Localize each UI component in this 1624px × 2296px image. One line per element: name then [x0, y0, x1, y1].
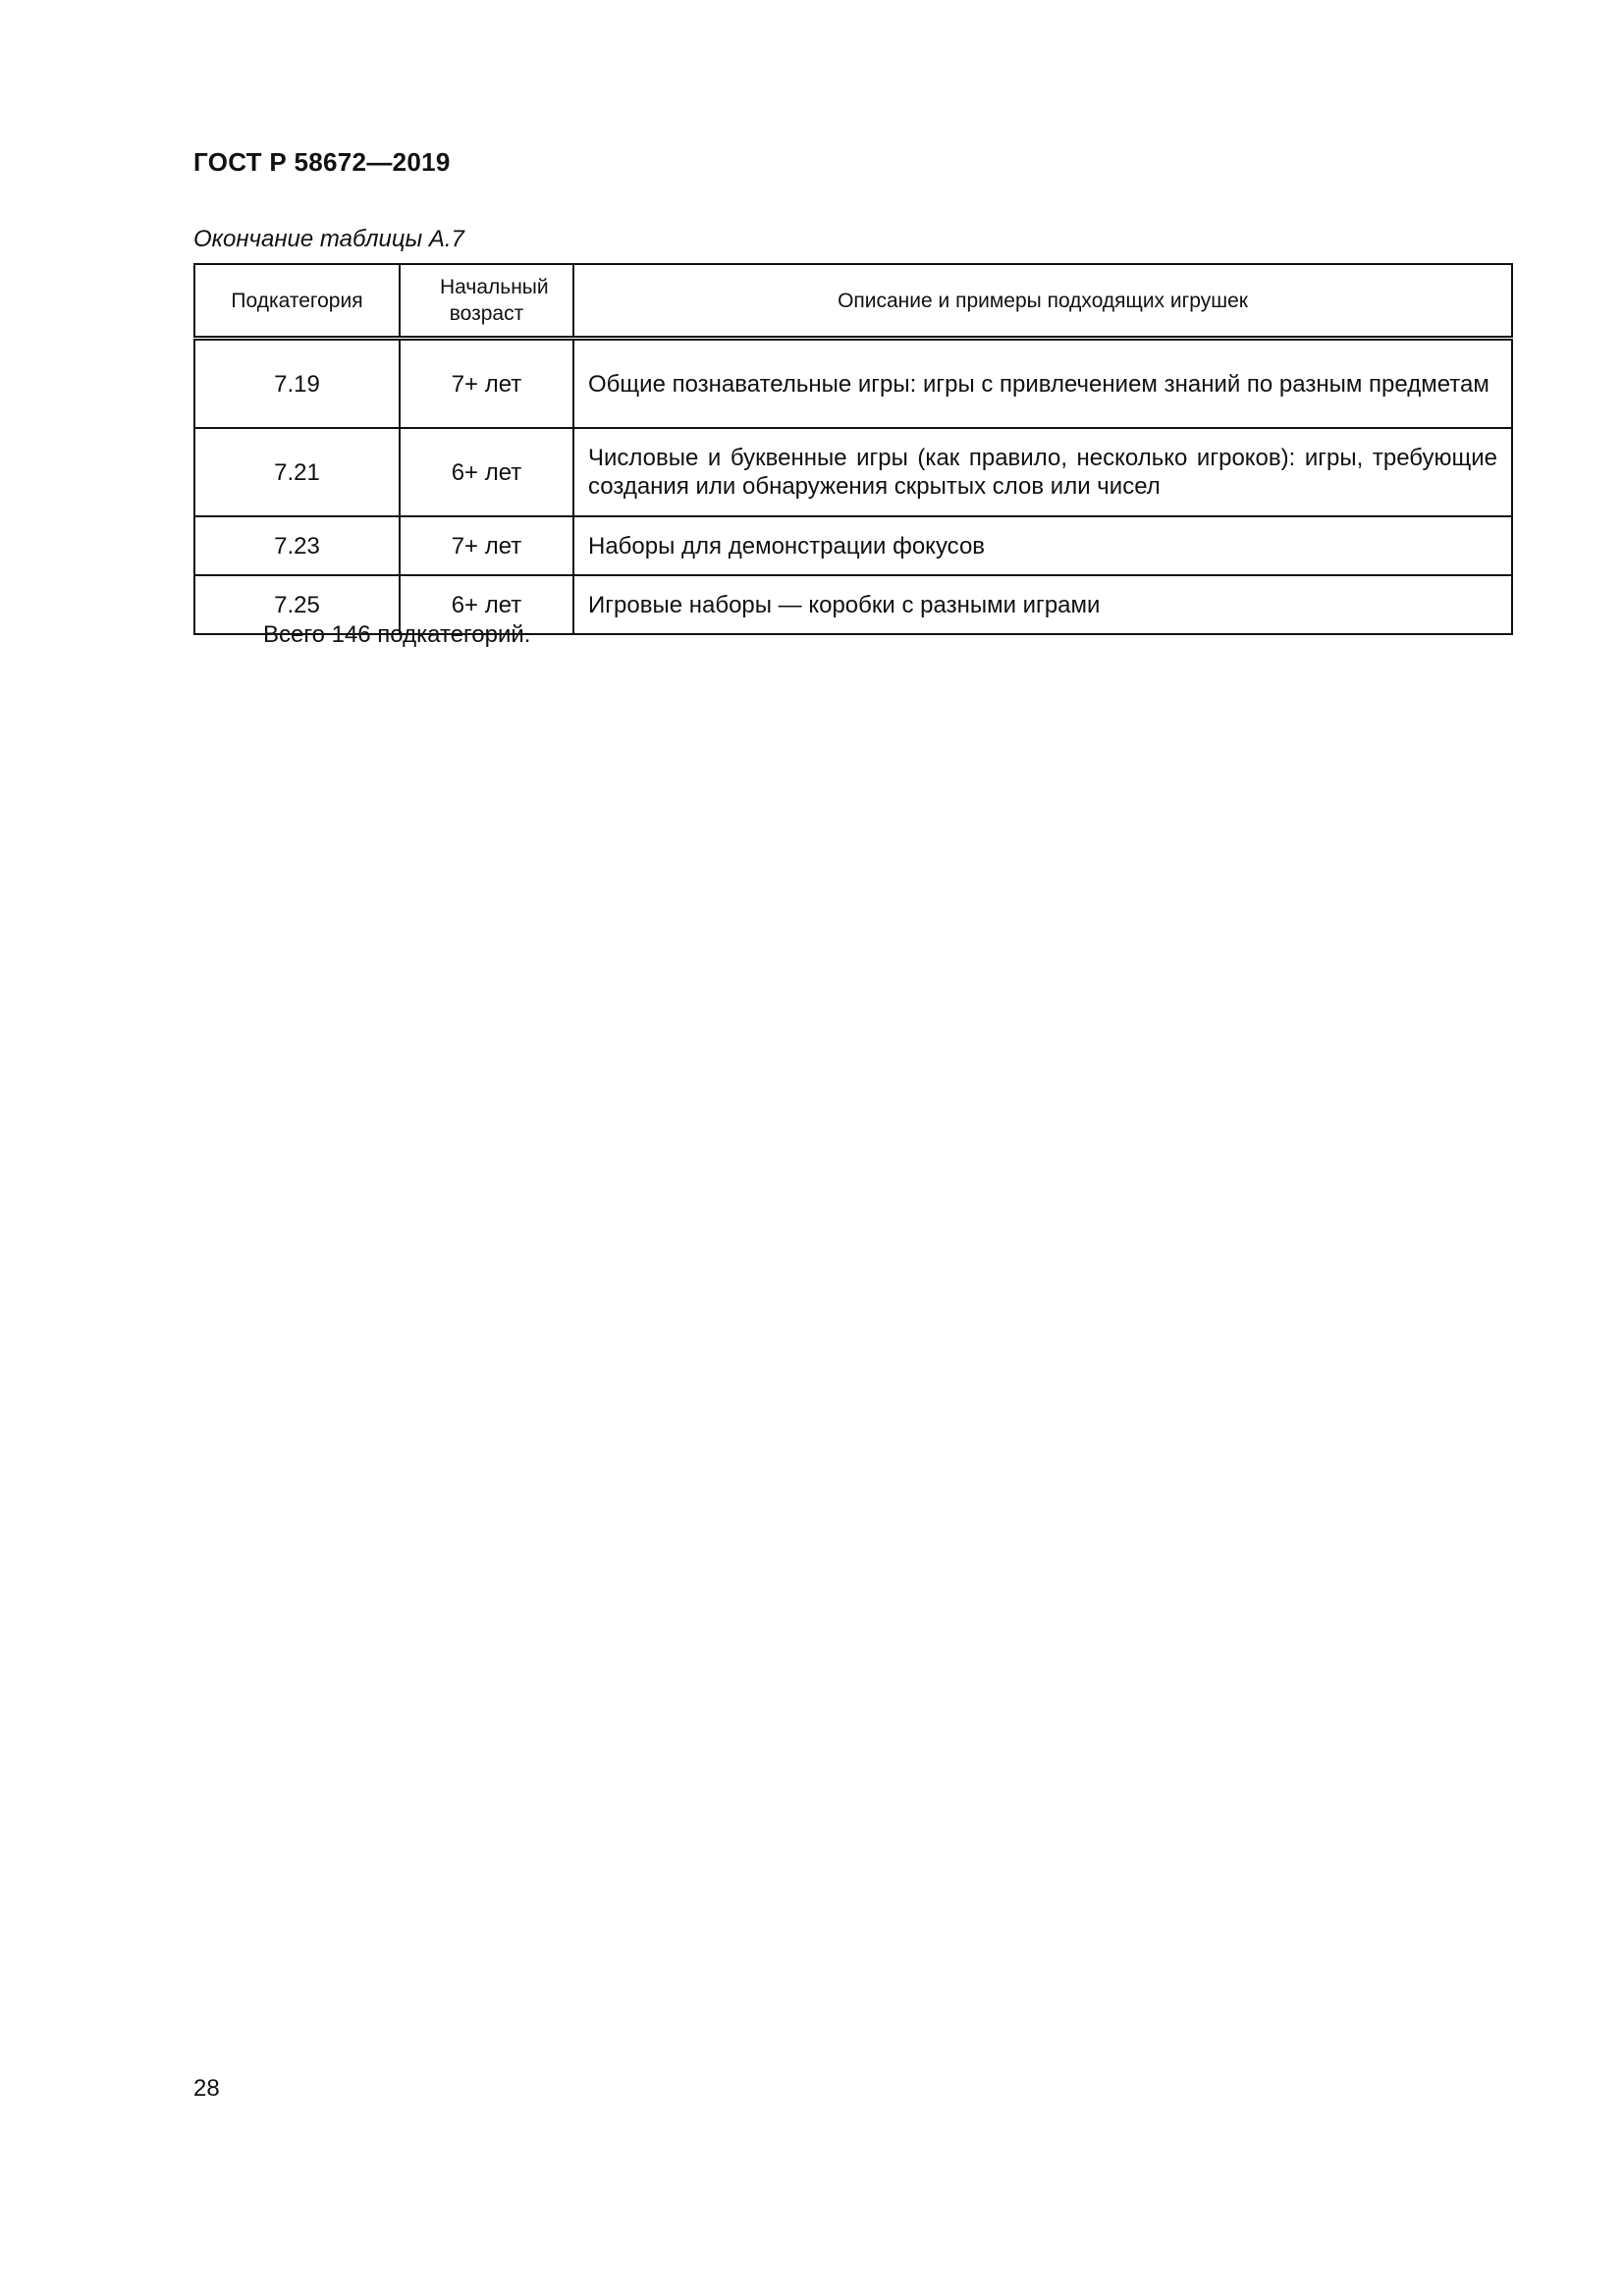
age-cell: 7+ лет [400, 339, 573, 429]
table-caption: Окончание таблицы А.7 [193, 226, 464, 252]
column-header-age [400, 264, 573, 339]
age-cell: 6+ лет [400, 428, 573, 516]
subcategory-cell: 7.23 [194, 516, 400, 575]
table-row [194, 428, 1512, 516]
description-cell: Числовые и буквенные игры (как правило, несколько игроков): игры, требующие создания или обнаружения скрытых слов или чисел [573, 428, 1512, 516]
total-subcategories-note: Всего 146 подкатегорий. [263, 621, 531, 648]
description-cell: Наборы для демонстрации фокусов [573, 516, 1512, 575]
subcategory-cell: 7.25 [194, 575, 400, 634]
description-cell: Общие познавательные игры: игры с привлечением знаний по разным предметам [573, 339, 1512, 429]
description-cell: Игровые наборы — коробки с разными играми [573, 575, 1512, 634]
subcategory-cell: 7.19 [194, 339, 400, 429]
age-cell: 7+ лет [400, 516, 573, 575]
column-header-subcategory: Подкатегория [194, 264, 400, 339]
table-row [194, 339, 1512, 429]
age-cell: 6+ лет [400, 575, 573, 634]
subcategory-cell: 7.21 [194, 428, 400, 516]
table-header-row [194, 264, 1512, 339]
page-number: 28 [193, 2075, 220, 2102]
column-header-age-label: Начальный возраст [440, 276, 549, 325]
column-header-description: Описание и примеры подходящих игрушек [573, 264, 1512, 339]
table-row [194, 516, 1512, 575]
document-header: ГОСТ Р 58672—2019 [193, 147, 451, 177]
subcategory-table [193, 263, 1513, 635]
